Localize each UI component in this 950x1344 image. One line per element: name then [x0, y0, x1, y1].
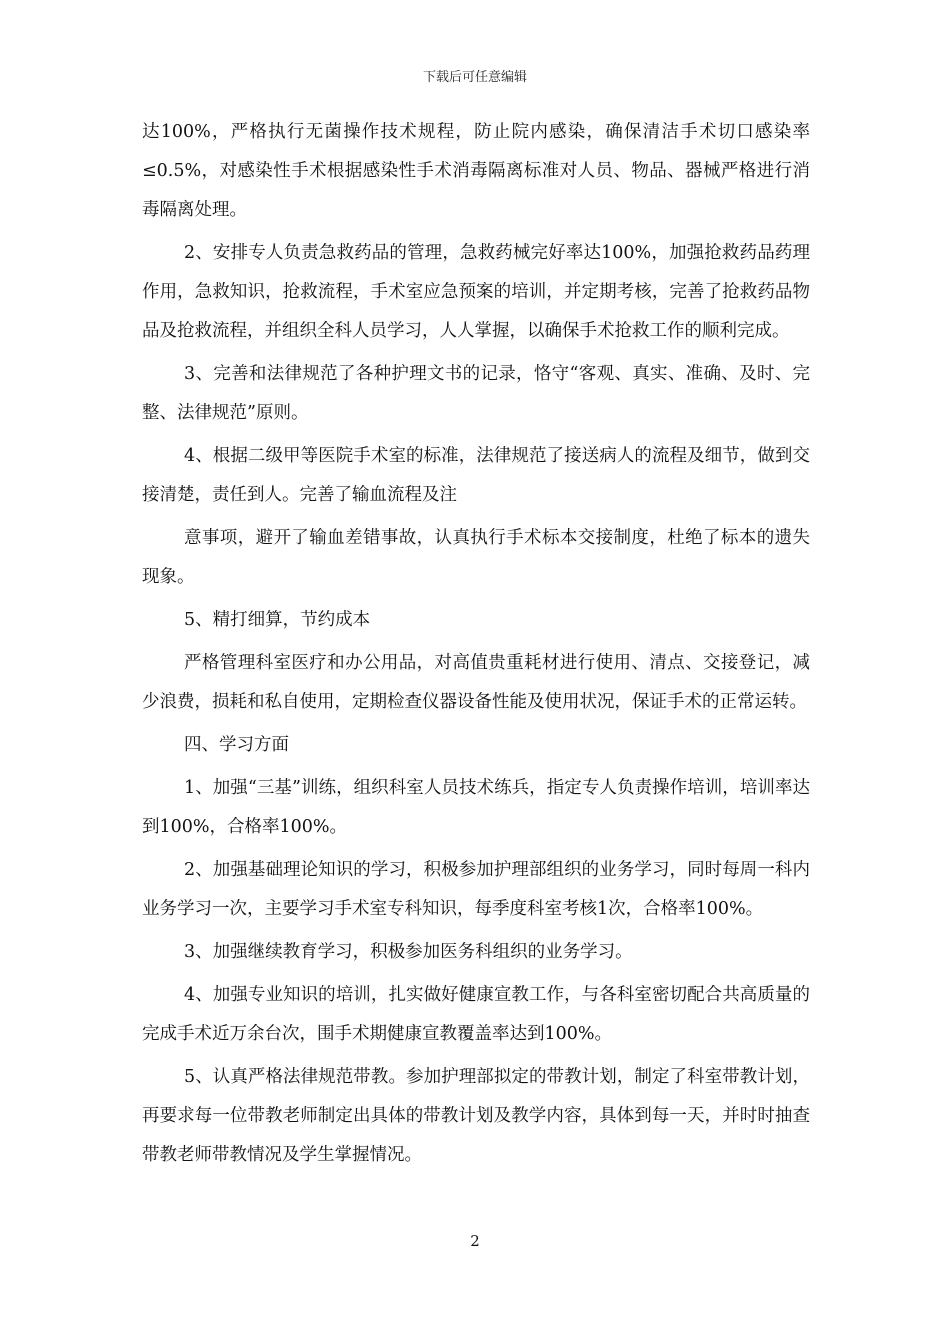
page-number: 2	[470, 1232, 480, 1250]
paragraph-9: 1、加强“三基”训练，组织科室人员技术练兵，指定专人负责操作培训，培训率达到100%，合格率100%。	[142, 778, 810, 837]
document-body	[142, 113, 810, 1179]
paragraph-4: 4、根据二级甲等医院手术室的标准，法律规范了接送病人的流程及细节，做到交接清楚，责任到人。完善了输血流程及注	[142, 446, 810, 505]
paragraph-13: 5、认真严格法律规范带教。参加护理部拟定的带教计划，制定了科室带教计划，再要求每一位带教老师制定出具体的带教计划及教学内容，具体到每一天，并时时抽查带教老师带教情况及学生掌握情况。	[142, 1067, 810, 1165]
paragraph-10: 2、加强基础理论知识的学习，积极参加护理部组织的业务学习，同时每周一科内业务学习一次，主要学习手术室专科知识，每季度科室考核1次，合格率100%。	[142, 860, 810, 919]
section-heading: 四、学习方面	[184, 735, 289, 755]
paragraph-5: 意事项，避开了输血差错事故，认真执行手术标本交接制度，杜绝了标本的遗失现象。	[142, 528, 810, 587]
paragraph-11: 3、加强继续教育学习，积极参加医务科组织的业务学习。	[184, 942, 633, 962]
paragraph-2: 2、安排专人负责急救药品的管理，急救药械完好率达100%，加强抢救药品药理作用，急救知识，抢救流程，手术室应急预案的培训，并定期考核，完善了抢救药品物品及抢救流程，并组织全科人员学习，人人掌握，以确保手术抢救工作的顺利完成。	[142, 243, 810, 341]
page-header: 下载后可任意编辑	[422, 70, 527, 85]
paragraph-6: 5、精打细算，节约成本	[184, 610, 371, 630]
paragraph-3: 3、完善和法律规范了各种护理文书的记录，恪守“客观、真实、准确、及时、完整、法律规范”原则。	[142, 364, 810, 423]
paragraph-7: 严格管理科室医疗和办公用品，对高值贵重耗材进行使用、清点、交接登记，减少浪费，损耗和私自使用，定期检查仪器设备性能及使用状况，保证手术的正常运转。	[142, 653, 810, 712]
paragraph-12: 4、加强专业知识的培训，扎实做好健康宣教工作，与各科室密切配合共高质量的完成手术近万余台次，围手术期健康宣教覆盖率达到100%。	[142, 985, 810, 1044]
paragraph-1: 达100%，严格执行无菌操作技术规程，防止院内感染，确保清洁手术切口感染率≤0.5%，对感染性手术根据感染性手术消毒隔离标准对人员、物品、器械严格进行消毒隔离处理。	[142, 122, 810, 220]
